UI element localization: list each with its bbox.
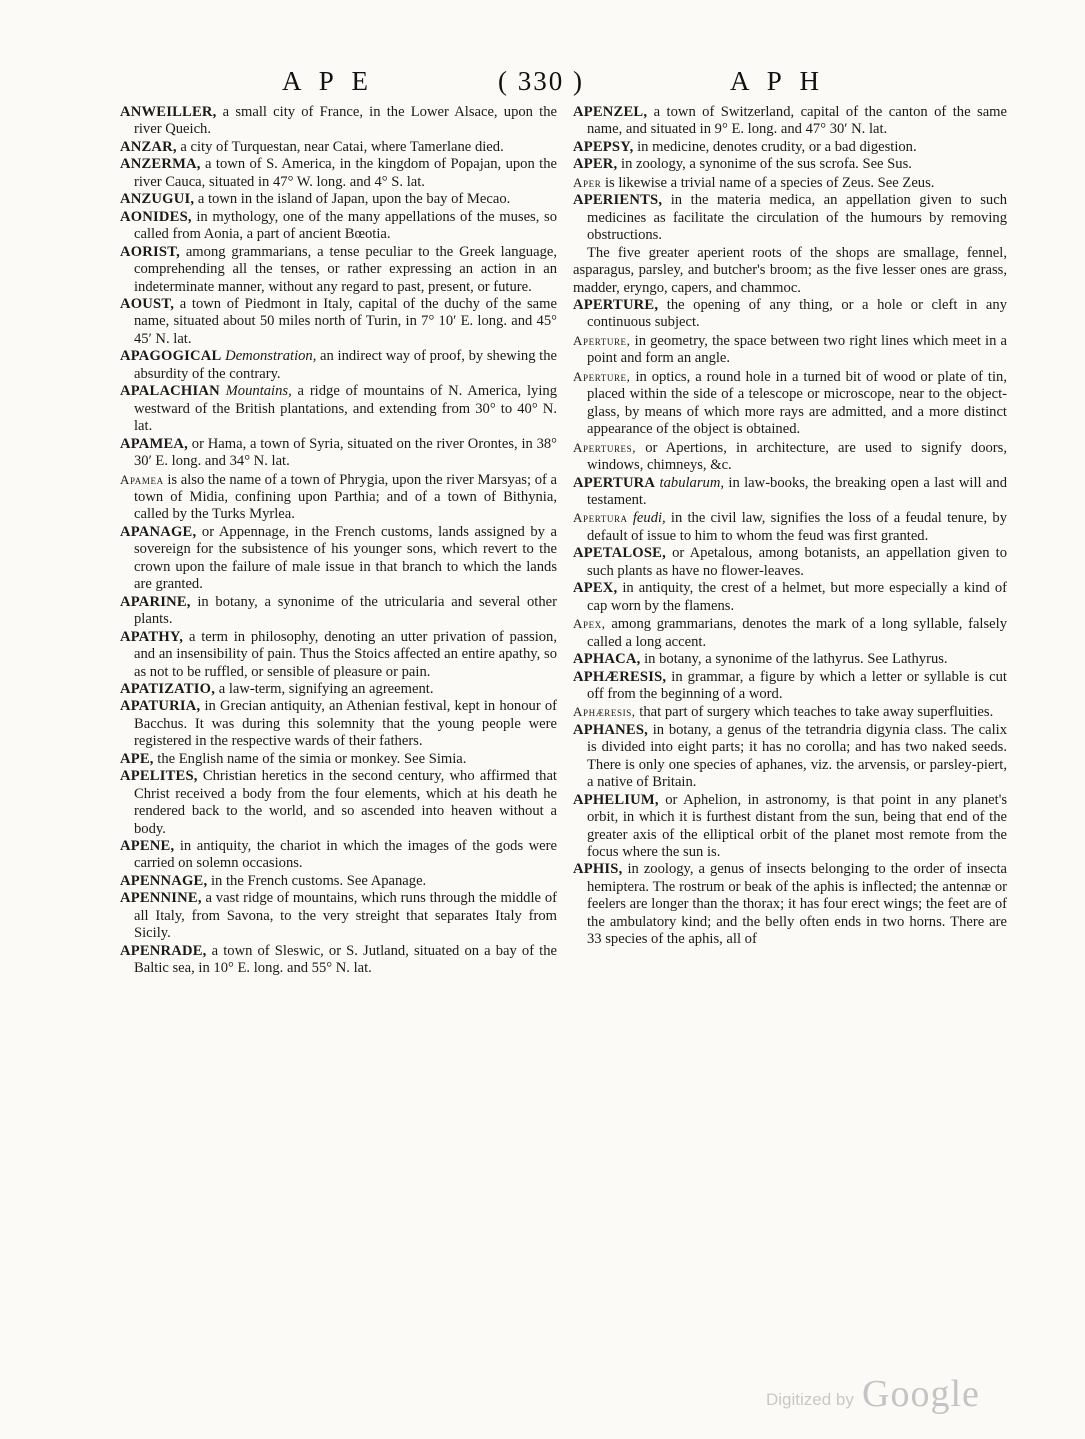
entry-headword: APENE, xyxy=(120,838,175,855)
dictionary-entry xyxy=(120,838,557,873)
entry-headword: APETALOSE, xyxy=(573,545,666,562)
dictionary-entry xyxy=(573,368,1007,439)
entry-headword: AORIST, xyxy=(120,243,180,260)
entry-definition: in botany, a synonime of the lathyrus. See Lathyrus. xyxy=(640,651,948,668)
entry-definition: a town in the island of Japan, upon the bay of Mecao. xyxy=(194,191,511,208)
dictionary-entry xyxy=(573,174,1007,192)
dictionary-entry xyxy=(573,651,1007,668)
dictionary-entry xyxy=(573,192,1007,244)
dictionary-entry xyxy=(573,139,1007,156)
entry-headword: ANWEILLER, xyxy=(120,104,217,120)
entry-headword: APER, xyxy=(573,156,618,173)
entry-definition: in zoology, a synonime of the sus scrofa. See Sus. xyxy=(617,156,912,173)
google-logo: Google xyxy=(862,1373,980,1415)
entry-subheadword: Apamea xyxy=(120,471,164,487)
entry-headword: APENNAGE, xyxy=(120,872,208,889)
page-number: ( 330 ) xyxy=(498,66,584,96)
entry-definition: a ridge of mountains of N. America, lying westward of the British plantations, and extending from 30° to 40° N. lat. xyxy=(134,383,557,435)
dictionary-entry xyxy=(120,594,557,629)
dictionary-entry xyxy=(120,890,557,942)
entry-definition: a town of Piedmont in Italy, capital of the duchy of the same name, situated about 50 miles north of Turin, in 7° 10′ E. long. and 45° 45′ N. lat. xyxy=(134,295,557,347)
entry-definition: in Grecian antiquity, an Athenian festival, kept in honour of Bacchus. It was during this solemnity that the young people were registered in the respective wards of their fathers. xyxy=(134,698,557,750)
dictionary-entry xyxy=(120,244,557,296)
entry-headword: APALACHIAN xyxy=(120,383,220,400)
dictionary-entry xyxy=(573,509,1007,545)
dictionary-entry xyxy=(120,873,557,890)
dictionary-entry xyxy=(573,104,1007,139)
dictionary-entry xyxy=(120,348,557,383)
dictionary-entry xyxy=(120,943,557,978)
entry-definition: in medicine, denotes crudity, or a bad digestion. xyxy=(633,138,917,155)
digitized-by-text: Digitized by xyxy=(766,1390,854,1409)
entry-definition: or Hama, a town of Syria, situated on the river Orontes, in 38° 30′ E. long. and 34° N. lat. xyxy=(134,435,557,470)
entry-headword: AOUST, xyxy=(120,295,175,312)
dictionary-entry xyxy=(120,698,557,750)
dictionary-entry xyxy=(573,545,1007,580)
entry-definition: a vast ridge of mountains, which runs through the middle of all Italy, from Savona, to the very streight that separates Italy from Sicily. xyxy=(134,890,557,942)
entry-headword: APENRADE, xyxy=(120,942,207,959)
entry-italic-term: feudi, xyxy=(627,510,666,527)
entry-definition: in antiquity, the crest of a helmet, but more especially a kind of cap worn by the flamens. xyxy=(587,580,1007,614)
dictionary-entry xyxy=(573,156,1007,173)
dictionary-entry xyxy=(120,383,557,435)
dictionary-entry xyxy=(120,681,557,698)
entry-definition: in optics, a round hole in a turned bit of wood or plate of tin, placed within the side of a telescope or microscope, near to the object-glass, by means of which more rays are admitted, and a more distinct appearance of the object is obtained. xyxy=(587,368,1007,438)
entry-definition: a town of Switzerland, capital of the canton of the same name, and situated in 9° E. long. and 47° 30′ N. lat. xyxy=(587,104,1007,138)
entry-definition: The five greater aperient roots of the shops are smallage, fennel, asparagus, parsley, and butcher's broom; as the five lesser ones are grass, madder, eryngo, capers, and chammoc. xyxy=(573,244,1007,296)
entry-subheadword: Aperture, xyxy=(573,332,631,348)
dictionary-entry xyxy=(120,156,557,191)
dictionary-entry xyxy=(573,245,1007,297)
entry-definition: the opening of any thing, or a hole or cleft in any continuous subject. xyxy=(587,296,1007,331)
entry-headword: APATHY, xyxy=(120,628,184,645)
entry-headword: APHELIUM, xyxy=(573,791,659,808)
entry-definition: in the French customs. See Apanage. xyxy=(207,872,427,889)
entry-definition: a law-term, signifying an agreement. xyxy=(215,680,434,697)
entry-subheadword: Apertura xyxy=(573,510,628,526)
entry-italic-term: tabularum, xyxy=(655,474,725,491)
entry-definition: in botany, a synonime of the utricularia and several other plants. xyxy=(134,593,557,628)
entry-definition: or Aphelion, in astronomy, is that point in any planet's orbit, in which it is furthest distant from the sun, being that end of the greater axis of the elliptical orbit of the planet most remote from the focus where the sun is. xyxy=(587,791,1007,861)
header-left: A P E xyxy=(282,66,375,96)
entry-definition: that part of surgery which teaches to take away superfluities. xyxy=(635,704,994,721)
dictionary-entry xyxy=(573,703,1007,721)
dictionary-entry xyxy=(120,524,557,594)
dictionary-entry xyxy=(573,861,1007,948)
dictionary-entry xyxy=(573,722,1007,792)
entry-headword: AONIDES, xyxy=(120,208,192,225)
dictionary-entry xyxy=(573,297,1007,332)
dictionary-entry xyxy=(120,104,557,139)
dictionary-entry xyxy=(573,792,1007,862)
running-head xyxy=(120,66,1000,100)
entry-subheadword: Apex, xyxy=(573,616,606,632)
entry-italic-term: Mountains, xyxy=(219,383,292,400)
left-column xyxy=(120,104,557,978)
entry-definition: or Appennage, in the French customs, lands assigned by a sovereign for the subsistence of his younger sons, which revert to the crown upon the failure of male issue in that branch to which the lands are granted. xyxy=(134,523,557,593)
entry-subheadword: Aperture, xyxy=(573,368,631,384)
entry-headword: APEX, xyxy=(573,580,618,597)
entry-headword: APERIENTS, xyxy=(573,192,663,209)
entry-headword: APAMEA, xyxy=(120,435,189,452)
entry-definition: in zoology, a genus of insects belonging to the order of insecta hemiptera. The rostrum or beak of the aphis is inflected; the antennæ or feelers are longer than the thorax; it has four erect wings; the feet are of the ambulatory kind; and the belly often ends in two horns. There are 33 species of the aphis, all of xyxy=(587,861,1007,948)
entry-definition: in mythology, one of the many appellations of the muses, so called from Aonia, a part of ancient Bœotia. xyxy=(134,208,557,243)
dictionary-entry xyxy=(120,751,557,768)
entry-definition: or Apertions, in architecture, are used to signify doors, windows, chimneys, &c. xyxy=(587,439,1007,474)
entry-headword: ANZAR, xyxy=(120,138,177,155)
entry-definition: in law-books, the breaking open a last will and testament. xyxy=(587,474,1008,508)
entry-headword: APENNINE, xyxy=(120,890,202,907)
dictionary-entry xyxy=(120,471,557,524)
entry-definition: in the materia medica, an appellation given to such medicines as facilitate the circulation of the humours by removing obstructions. xyxy=(587,192,1007,244)
dictionary-entry xyxy=(120,191,557,208)
entry-headword: APHACA, xyxy=(573,651,641,668)
entry-headword: APERTURE, xyxy=(573,296,659,313)
entry-definition: in the civil law, signifies the loss of a feudal tenure, by default of issue to him to whom the feud was first granted. xyxy=(587,510,1007,544)
dictionary-entry xyxy=(120,768,557,838)
entry-headword: ANZERMA, xyxy=(120,156,201,173)
entry-definition: in antiquity, the chariot in which the images of the gods were carried on solemn occasions. xyxy=(134,838,557,872)
digitized-by-watermark xyxy=(766,1372,1006,1422)
dictionary-entry xyxy=(573,475,1007,510)
entry-subheadword: Aphæresis, xyxy=(573,704,636,720)
right-column xyxy=(573,104,1007,949)
dictionary-entry xyxy=(573,615,1007,651)
entry-definition: a term in philosophy, denoting an utter privation of passion, and an insensibility of pain. Thus the Stoics affected an entire apathy, so as not to be ruffled, or sensible of pleasure or pain. xyxy=(134,628,557,680)
entry-definition: a city of Turquestan, near Catai, where Tamerlane died. xyxy=(176,138,504,155)
entry-definition: a town of Sleswic, or S. Jutland, situated on a bay of the Baltic sea, in 10° E. long. and 55° N. lat. xyxy=(134,942,557,977)
entry-definition: is likewise a trivial name of a species of Zeus. See Zeus. xyxy=(601,174,935,191)
entry-headword: APARINE, xyxy=(120,593,191,610)
entry-definition: among grammarians, a tense peculiar to the Greek language, comprehending all the tenses, or rather expressing an action in an indeterminate manner, without any regard to past, present, or future. xyxy=(134,243,557,295)
entry-headword: APENZEL, xyxy=(573,104,648,120)
dictionary-entry xyxy=(573,580,1007,615)
entry-definition: an indirect way of proof, by shewing the absurdity of the contrary. xyxy=(134,348,558,382)
entry-headword: APAGOGICAL xyxy=(120,348,222,365)
header-right: A P H xyxy=(730,66,826,96)
entry-headword: APEPSY, xyxy=(573,138,634,155)
entry-definition: among grammarians, denotes the mark of a long syllable, falsely called a long accent. xyxy=(587,616,1007,650)
entry-subheadword: Aper xyxy=(573,174,602,190)
entry-definition: or Apetalous, among botanists, an appellation given to such plants as have no flower-leaves. xyxy=(587,545,1007,579)
entry-headword: APATIZATIO, xyxy=(120,680,216,697)
entry-definition: in botany, a genus of the tetrandria digynia class. The calix is divided into eight parts; it has no corolla; and has two naked seeds. There is only one species of aphanes, viz. the arvensis, or parsley-piert, a native of Britain. xyxy=(587,721,1007,791)
dictionary-entry xyxy=(573,669,1007,704)
entry-definition: a small city of France, in the Lower Alsace, upon the river Queich. xyxy=(134,104,557,138)
entry-headword: APANAGE, xyxy=(120,523,197,540)
entry-headword: APE, xyxy=(120,750,154,767)
entry-headword: APHANES, xyxy=(573,721,648,738)
dictionary-entry xyxy=(573,439,1007,475)
dictionary-entry xyxy=(120,629,557,681)
entry-headword: APHÆRESIS, xyxy=(573,668,667,685)
entry-definition: Christian heretics in the second century, who affirmed that Christ received a body from the four elements, which at his death he rendered back to the world, and so ascended into heaven without a body. xyxy=(134,768,557,837)
entry-headword: APATURIA, xyxy=(120,698,201,715)
dictionary-entry xyxy=(120,436,557,471)
entry-headword: APELITES, xyxy=(120,768,198,785)
entry-headword: APHIS, xyxy=(573,861,623,878)
entry-headword: APERTURA xyxy=(573,474,656,491)
dictionary-entry xyxy=(120,139,557,156)
entry-definition: is also the name of a town of Phrygia, upon the river Marsyas; of a town of Midia, confining upon Parthia; and of a town of Bithynia, called by the Turks Myrlea. xyxy=(134,471,557,523)
entry-italic-term: Demonstration, xyxy=(221,348,317,365)
entry-definition: in grammar, a figure by which a letter or syllable is cut off from the beginning of a word. xyxy=(587,668,1007,702)
dictionary-entry xyxy=(120,209,557,244)
dictionary-entry xyxy=(120,296,557,348)
entry-headword: ANZUGUI, xyxy=(120,191,195,208)
entry-definition: in geometry, the space between two right lines which meet in a point and form an angle. xyxy=(587,332,1007,367)
entry-subheadword: Apertures, xyxy=(573,439,637,455)
dictionary-entry xyxy=(573,332,1007,368)
entry-definition: the English name of the simia or monkey. See Simia. xyxy=(153,750,467,767)
entry-definition: a town of S. America, in the kingdom of Popajan, upon the river Cauca, situated in 47° W. long. and 4° S. lat. xyxy=(134,156,557,190)
